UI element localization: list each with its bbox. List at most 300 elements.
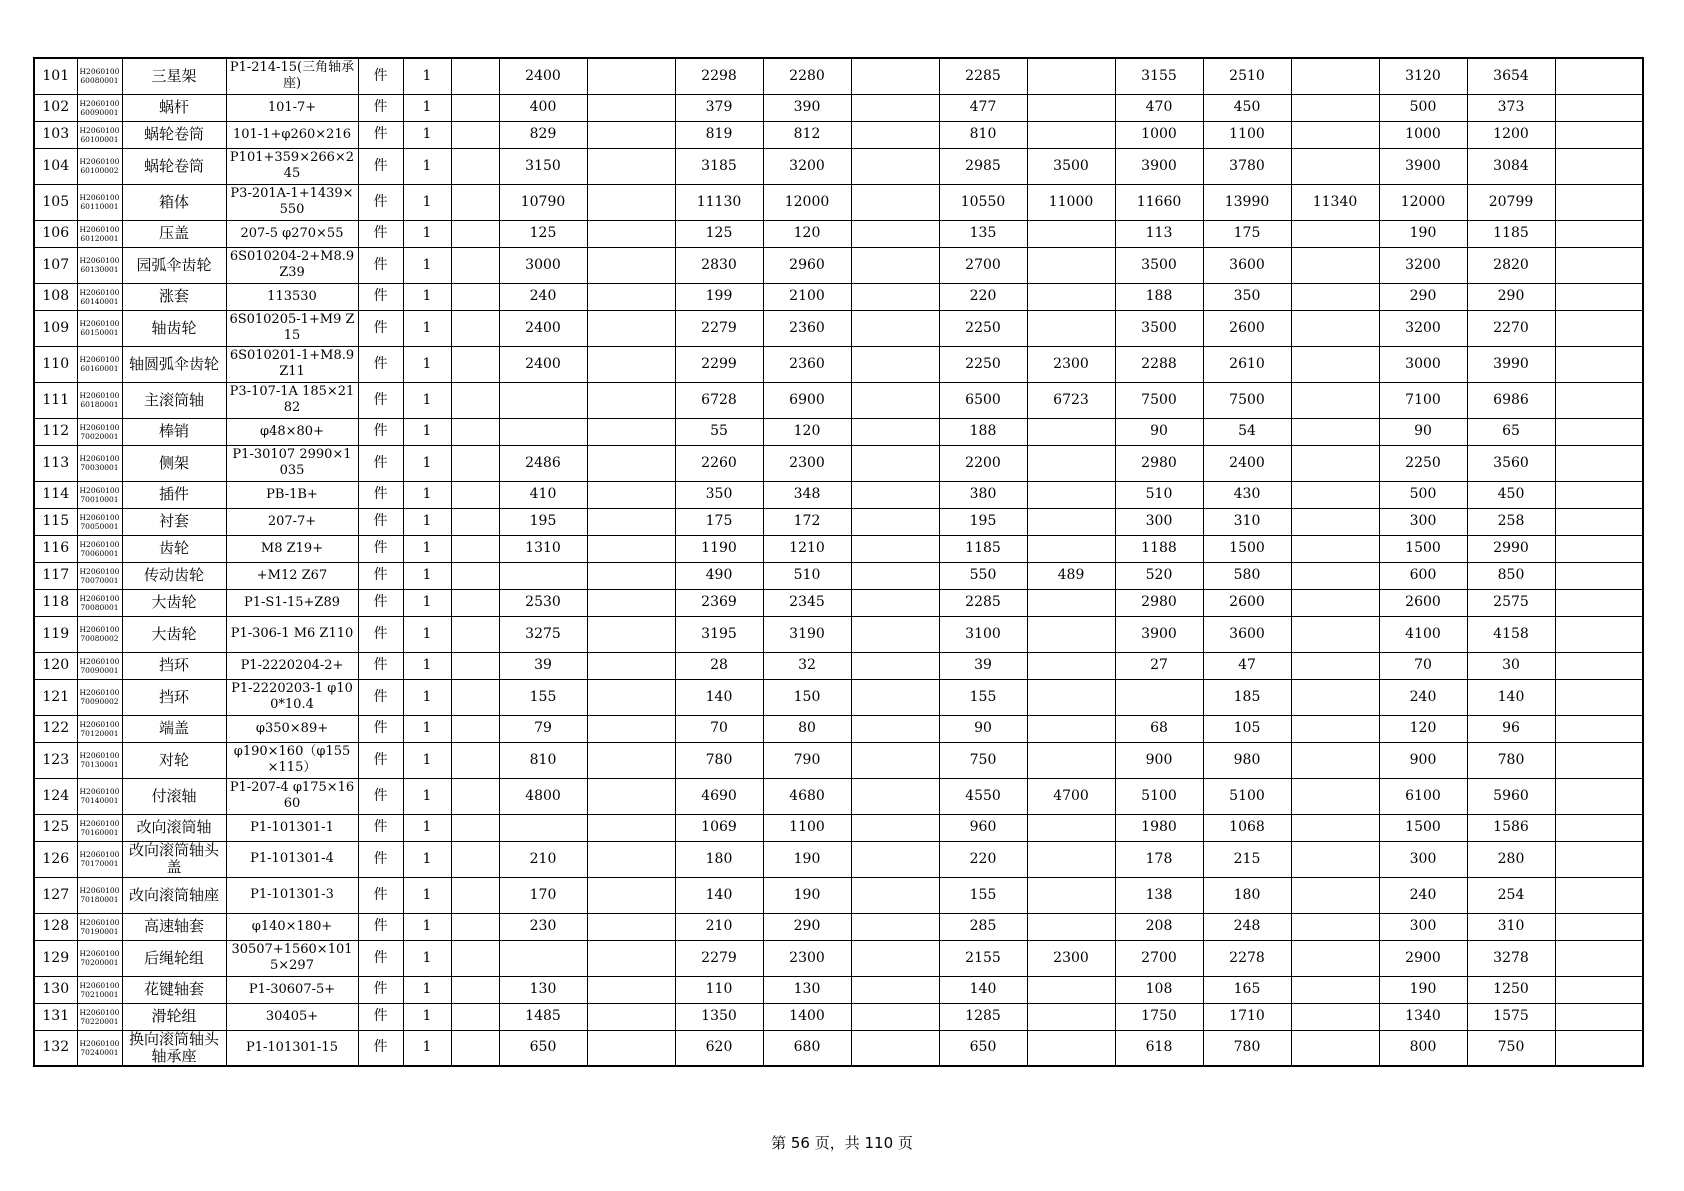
item-spec-cell: P1-207-4 φ175×1660 <box>226 778 358 814</box>
item-code-cell: H206010070200001 <box>77 940 122 976</box>
row-number-cell: 127 <box>34 877 77 913</box>
item-code-cell: H206010070130001 <box>77 742 122 778</box>
price-cell: 300 <box>1379 508 1467 535</box>
price-cell: 240 <box>1379 679 1467 715</box>
price-cell <box>1027 94 1115 121</box>
price-cell <box>451 913 499 940</box>
price-cell: 477 <box>939 94 1027 121</box>
item-name-cell: 改向滚筒轴头盖 <box>122 841 226 877</box>
table-row <box>34 247 1643 283</box>
quantity-cell: 1 <box>403 940 451 976</box>
item-spec-cell: 30405+ <box>226 1003 358 1030</box>
table-row <box>34 1003 1643 1030</box>
item-spec-cell: 207-5 φ270×55 <box>226 220 358 247</box>
quantity-cell: 1 <box>403 220 451 247</box>
item-code-cell: H206010060160001 <box>77 346 122 382</box>
item-spec-cell: P1-2220204-2+ <box>226 652 358 679</box>
quantity-cell: 1 <box>403 715 451 742</box>
row-number-cell: 124 <box>34 778 77 814</box>
row-number-cell: 116 <box>34 535 77 562</box>
price-cell <box>1291 481 1379 508</box>
item-spec-cell: 30507+1560×1015×297 <box>226 940 358 976</box>
item-name-cell: 侧架 <box>122 445 226 481</box>
price-cell: 750 <box>1467 1030 1555 1066</box>
quantity-cell: 1 <box>403 418 451 445</box>
price-cell <box>1291 913 1379 940</box>
item-name-cell: 付滚轴 <box>122 778 226 814</box>
price-cell: 258 <box>1467 508 1555 535</box>
row-number-cell: 103 <box>34 121 77 148</box>
price-cell: 188 <box>1115 283 1203 310</box>
price-cell: 2298 <box>675 58 763 94</box>
item-spec-cell: P1-306-1 M6 Z110 <box>226 616 358 652</box>
table-row <box>34 877 1643 913</box>
price-cell: 180 <box>1203 877 1291 913</box>
price-cell: 130 <box>763 976 851 1003</box>
quantity-cell: 1 <box>403 778 451 814</box>
price-cell <box>587 121 675 148</box>
price-cell: 55 <box>675 418 763 445</box>
item-name-cell: 主滚筒轴 <box>122 382 226 418</box>
price-cell <box>1291 589 1379 616</box>
price-cell <box>587 652 675 679</box>
price-cell <box>851 814 939 841</box>
price-cell: 210 <box>675 913 763 940</box>
price-cell <box>587 148 675 184</box>
row-number-cell: 129 <box>34 940 77 976</box>
price-cell: 1485 <box>499 1003 587 1030</box>
price-cell: 220 <box>939 283 1027 310</box>
price-cell: 300 <box>1379 913 1467 940</box>
price-cell: 3500 <box>1027 148 1115 184</box>
table-row <box>34 184 1643 220</box>
item-spec-cell: P1-214-15(三角轴承座) <box>226 58 358 94</box>
table-row <box>34 508 1643 535</box>
table-row <box>34 121 1643 148</box>
item-spec-cell: P1-S1-15+Z89 <box>226 589 358 616</box>
price-cell <box>587 616 675 652</box>
price-cell <box>1555 1030 1643 1066</box>
item-name-cell: 压盖 <box>122 220 226 247</box>
price-cell: 240 <box>499 283 587 310</box>
unit-cell: 件 <box>358 913 403 940</box>
price-cell <box>1291 247 1379 283</box>
price-cell <box>451 715 499 742</box>
price-cell <box>1027 652 1115 679</box>
price-cell <box>587 778 675 814</box>
price-cell: 2980 <box>1115 445 1203 481</box>
price-cell <box>851 121 939 148</box>
quantity-cell: 1 <box>403 652 451 679</box>
price-cell <box>851 616 939 652</box>
price-cell <box>1027 220 1115 247</box>
price-cell: 3190 <box>763 616 851 652</box>
price-cell <box>1555 913 1643 940</box>
unit-cell: 件 <box>358 121 403 148</box>
price-cell: 2610 <box>1203 346 1291 382</box>
item-code-cell: H206010060090001 <box>77 94 122 121</box>
item-name-cell: 涨套 <box>122 283 226 310</box>
item-name-cell: 滑轮组 <box>122 1003 226 1030</box>
price-cell: 812 <box>763 121 851 148</box>
price-cell: 650 <box>499 1030 587 1066</box>
price-cell: 410 <box>499 481 587 508</box>
price-cell: 510 <box>1115 481 1203 508</box>
price-cell <box>1555 418 1643 445</box>
quantity-cell: 1 <box>403 1030 451 1066</box>
price-cell <box>1291 841 1379 877</box>
price-cell: 30 <box>1467 652 1555 679</box>
item-spec-cell: P101+359×266×245 <box>226 148 358 184</box>
price-cell: 90 <box>939 715 1027 742</box>
price-cell: 900 <box>1379 742 1467 778</box>
price-cell: 1210 <box>763 535 851 562</box>
item-code-cell: H206010060180001 <box>77 382 122 418</box>
price-cell: 220 <box>939 841 1027 877</box>
price-cell <box>1555 535 1643 562</box>
price-cell <box>1291 535 1379 562</box>
table-row <box>34 1030 1643 1066</box>
quantity-cell: 1 <box>403 841 451 877</box>
price-cell: 3200 <box>1379 247 1467 283</box>
price-cell: 240 <box>1379 877 1467 913</box>
quantity-cell: 1 <box>403 121 451 148</box>
price-cell <box>1555 562 1643 589</box>
item-name-cell: 棒销 <box>122 418 226 445</box>
price-cell: 125 <box>499 220 587 247</box>
row-number-cell: 115 <box>34 508 77 535</box>
item-code-cell: H206010060140001 <box>77 283 122 310</box>
price-cell: 2300 <box>1027 940 1115 976</box>
price-cell: 3155 <box>1115 58 1203 94</box>
price-cell <box>587 535 675 562</box>
price-cell <box>851 382 939 418</box>
price-cell <box>851 94 939 121</box>
price-cell: 1310 <box>499 535 587 562</box>
item-name-cell: 衬套 <box>122 508 226 535</box>
price-cell <box>451 481 499 508</box>
item-code-cell: H206010070080002 <box>77 616 122 652</box>
price-cell: 1250 <box>1467 976 1555 1003</box>
price-cell <box>587 841 675 877</box>
price-cell: 6500 <box>939 382 1027 418</box>
price-cell: 3200 <box>1379 310 1467 346</box>
price-cell: 4800 <box>499 778 587 814</box>
quantity-cell: 1 <box>403 616 451 652</box>
row-number-cell: 112 <box>34 418 77 445</box>
price-cell: 2300 <box>763 940 851 976</box>
unit-cell: 件 <box>358 652 403 679</box>
quantity-cell: 1 <box>403 445 451 481</box>
price-cell: 6728 <box>675 382 763 418</box>
item-code-cell: H206010070090001 <box>77 652 122 679</box>
price-cell <box>587 382 675 418</box>
price-cell: 810 <box>499 742 587 778</box>
price-cell: 140 <box>675 679 763 715</box>
price-cell: 2700 <box>1115 940 1203 976</box>
price-cell: 4690 <box>675 778 763 814</box>
price-cell: 120 <box>1379 715 1467 742</box>
price-cell: 170 <box>499 877 587 913</box>
item-name-cell: 大齿轮 <box>122 616 226 652</box>
price-cell <box>451 148 499 184</box>
price-cell <box>451 940 499 976</box>
price-cell <box>1555 58 1643 94</box>
item-name-cell: 齿轮 <box>122 535 226 562</box>
price-cell: 310 <box>1203 508 1291 535</box>
table-row <box>34 382 1643 418</box>
price-cell <box>451 247 499 283</box>
price-cell <box>587 94 675 121</box>
price-cell <box>451 877 499 913</box>
price-cell <box>851 976 939 1003</box>
table-row <box>34 940 1643 976</box>
price-cell <box>1291 778 1379 814</box>
item-spec-cell: φ48×80+ <box>226 418 358 445</box>
row-number-cell: 102 <box>34 94 77 121</box>
price-cell: 2250 <box>939 346 1027 382</box>
price-cell: 285 <box>939 913 1027 940</box>
price-cell <box>1027 481 1115 508</box>
price-cell: 550 <box>939 562 1027 589</box>
price-cell <box>1027 841 1115 877</box>
price-cell: 47 <box>1203 652 1291 679</box>
item-code-cell: H206010070180001 <box>77 877 122 913</box>
price-cell: 1190 <box>675 535 763 562</box>
price-cell: 780 <box>675 742 763 778</box>
price-cell: 3278 <box>1467 940 1555 976</box>
price-cell <box>587 184 675 220</box>
price-cell: 790 <box>763 742 851 778</box>
price-cell: 27 <box>1115 652 1203 679</box>
price-cell <box>851 877 939 913</box>
price-cell: 4680 <box>763 778 851 814</box>
price-cell: 2200 <box>939 445 1027 481</box>
price-cell: 3150 <box>499 148 587 184</box>
price-cell: 1340 <box>1379 1003 1467 1030</box>
price-cell: 3100 <box>939 616 1027 652</box>
price-cell: 4158 <box>1467 616 1555 652</box>
price-cell: 180 <box>675 841 763 877</box>
price-cell <box>451 220 499 247</box>
quantity-cell: 1 <box>403 148 451 184</box>
row-number-cell: 132 <box>34 1030 77 1066</box>
price-cell: 1185 <box>939 535 1027 562</box>
price-cell: 290 <box>763 913 851 940</box>
price-cell <box>451 679 499 715</box>
price-cell: 1500 <box>1379 535 1467 562</box>
price-cell <box>1291 814 1379 841</box>
table-row <box>34 742 1643 778</box>
price-cell: 2400 <box>499 58 587 94</box>
price-cell: 2990 <box>1467 535 1555 562</box>
price-cell: 7500 <box>1203 382 1291 418</box>
price-cell: 290 <box>1379 283 1467 310</box>
price-cell: 3900 <box>1379 148 1467 184</box>
price-cell: 7500 <box>1115 382 1203 418</box>
quantity-cell: 1 <box>403 913 451 940</box>
price-cell: 165 <box>1203 976 1291 1003</box>
table-row <box>34 562 1643 589</box>
item-code-cell: H206010070060001 <box>77 535 122 562</box>
item-name-cell: 轴齿轮 <box>122 310 226 346</box>
price-cell: 1750 <box>1115 1003 1203 1030</box>
row-number-cell: 123 <box>34 742 77 778</box>
price-cell: 2155 <box>939 940 1027 976</box>
price-cell <box>1027 616 1115 652</box>
price-cell: 110 <box>675 976 763 1003</box>
price-cell <box>851 652 939 679</box>
table-row <box>34 976 1643 1003</box>
item-code-cell: H206010070010001 <box>77 481 122 508</box>
item-code-cell: H206010070240001 <box>77 1030 122 1066</box>
price-cell: 1068 <box>1203 814 1291 841</box>
price-cell: 5100 <box>1115 778 1203 814</box>
price-cell: 829 <box>499 121 587 148</box>
price-cell: 155 <box>939 877 1027 913</box>
item-code-cell: H206010070080001 <box>77 589 122 616</box>
unit-cell: 件 <box>358 679 403 715</box>
price-cell: 300 <box>1115 508 1203 535</box>
price-cell: 1069 <box>675 814 763 841</box>
price-cell: 2600 <box>1203 310 1291 346</box>
price-cell <box>587 1030 675 1066</box>
price-cell <box>1291 679 1379 715</box>
price-cell: 5960 <box>1467 778 1555 814</box>
quantity-cell: 1 <box>403 310 451 346</box>
unit-cell: 件 <box>358 742 403 778</box>
price-cell: 3654 <box>1467 58 1555 94</box>
price-cell <box>499 382 587 418</box>
price-cell: 520 <box>1115 562 1203 589</box>
price-cell <box>1555 742 1643 778</box>
price-cell: 750 <box>939 742 1027 778</box>
price-cell: 208 <box>1115 913 1203 940</box>
price-cell: 390 <box>763 94 851 121</box>
price-cell: 155 <box>939 679 1027 715</box>
price-cell <box>851 913 939 940</box>
unit-cell: 件 <box>358 346 403 382</box>
price-cell <box>1291 220 1379 247</box>
price-cell <box>1555 877 1643 913</box>
price-cell <box>1027 715 1115 742</box>
item-code-cell: H206010070190001 <box>77 913 122 940</box>
price-cell <box>587 679 675 715</box>
price-cell: 470 <box>1115 94 1203 121</box>
price-cell <box>451 58 499 94</box>
item-name-cell: 对轮 <box>122 742 226 778</box>
price-cell: 2960 <box>763 247 851 283</box>
item-name-cell: 大齿轮 <box>122 589 226 616</box>
price-cell: 79 <box>499 715 587 742</box>
price-cell <box>1027 742 1115 778</box>
quantity-cell: 1 <box>403 481 451 508</box>
price-cell: 2700 <box>939 247 1027 283</box>
price-cell: 175 <box>1203 220 1291 247</box>
quantity-cell: 1 <box>403 535 451 562</box>
price-cell: 199 <box>675 283 763 310</box>
price-cell: 1500 <box>1203 535 1291 562</box>
row-number-cell: 126 <box>34 841 77 877</box>
item-name-cell: 后绳轮组 <box>122 940 226 976</box>
price-cell: 125 <box>675 220 763 247</box>
price-cell <box>1027 121 1115 148</box>
quantity-cell: 1 <box>403 508 451 535</box>
price-cell <box>451 562 499 589</box>
unit-cell: 件 <box>358 508 403 535</box>
item-code-cell: H206010060100001 <box>77 121 122 148</box>
price-cell: 290 <box>1467 283 1555 310</box>
row-number-cell: 101 <box>34 58 77 94</box>
price-cell: 3900 <box>1115 148 1203 184</box>
price-cell: 210 <box>499 841 587 877</box>
price-cell <box>451 184 499 220</box>
price-cell <box>451 535 499 562</box>
price-cell <box>1555 283 1643 310</box>
price-cell <box>851 184 939 220</box>
item-code-cell: H206010070090002 <box>77 679 122 715</box>
unit-cell: 件 <box>358 814 403 841</box>
price-cell <box>851 445 939 481</box>
price-cell: 900 <box>1115 742 1203 778</box>
item-name-cell: 插件 <box>122 481 226 508</box>
price-cell <box>587 481 675 508</box>
price-cell <box>587 976 675 1003</box>
price-cell <box>587 247 675 283</box>
quantity-cell: 1 <box>403 589 451 616</box>
item-name-cell: 花键轴套 <box>122 976 226 1003</box>
price-cell: 2280 <box>763 58 851 94</box>
price-cell <box>851 1030 939 1066</box>
item-code-cell: H206010070210001 <box>77 976 122 1003</box>
price-cell: 2360 <box>763 310 851 346</box>
price-cell <box>1027 445 1115 481</box>
table-row <box>34 481 1643 508</box>
price-cell <box>1027 1030 1115 1066</box>
price-cell: 350 <box>1203 283 1291 310</box>
price-cell: 20799 <box>1467 184 1555 220</box>
item-code-cell: H206010070120001 <box>77 715 122 742</box>
unit-cell: 件 <box>358 877 403 913</box>
item-code-cell: H206010070160001 <box>77 814 122 841</box>
unit-cell: 件 <box>358 715 403 742</box>
price-cell: 70 <box>1379 652 1467 679</box>
price-cell: 2369 <box>675 589 763 616</box>
price-cell: 490 <box>675 562 763 589</box>
price-cell <box>1555 814 1643 841</box>
item-code-cell: H206010070020001 <box>77 418 122 445</box>
price-cell: 6100 <box>1379 778 1467 814</box>
price-cell: 2575 <box>1467 589 1555 616</box>
row-number-cell: 105 <box>34 184 77 220</box>
item-name-cell: 挡环 <box>122 679 226 715</box>
price-cell: 600 <box>1379 562 1467 589</box>
price-cell: 1200 <box>1467 121 1555 148</box>
price-cell <box>1291 1003 1379 1030</box>
price-cell: 120 <box>763 418 851 445</box>
price-cell: 1000 <box>1115 121 1203 148</box>
price-cell <box>1291 508 1379 535</box>
price-cell: 140 <box>1467 679 1555 715</box>
item-spec-cell: P3-107-1A 185×2182 <box>226 382 358 418</box>
item-spec-cell: PB-1B+ <box>226 481 358 508</box>
price-cell: 90 <box>1115 418 1203 445</box>
price-cell: 780 <box>1203 1030 1291 1066</box>
price-cell <box>1027 679 1115 715</box>
price-cell <box>1291 382 1379 418</box>
price-cell <box>1555 778 1643 814</box>
price-cell: 2980 <box>1115 589 1203 616</box>
